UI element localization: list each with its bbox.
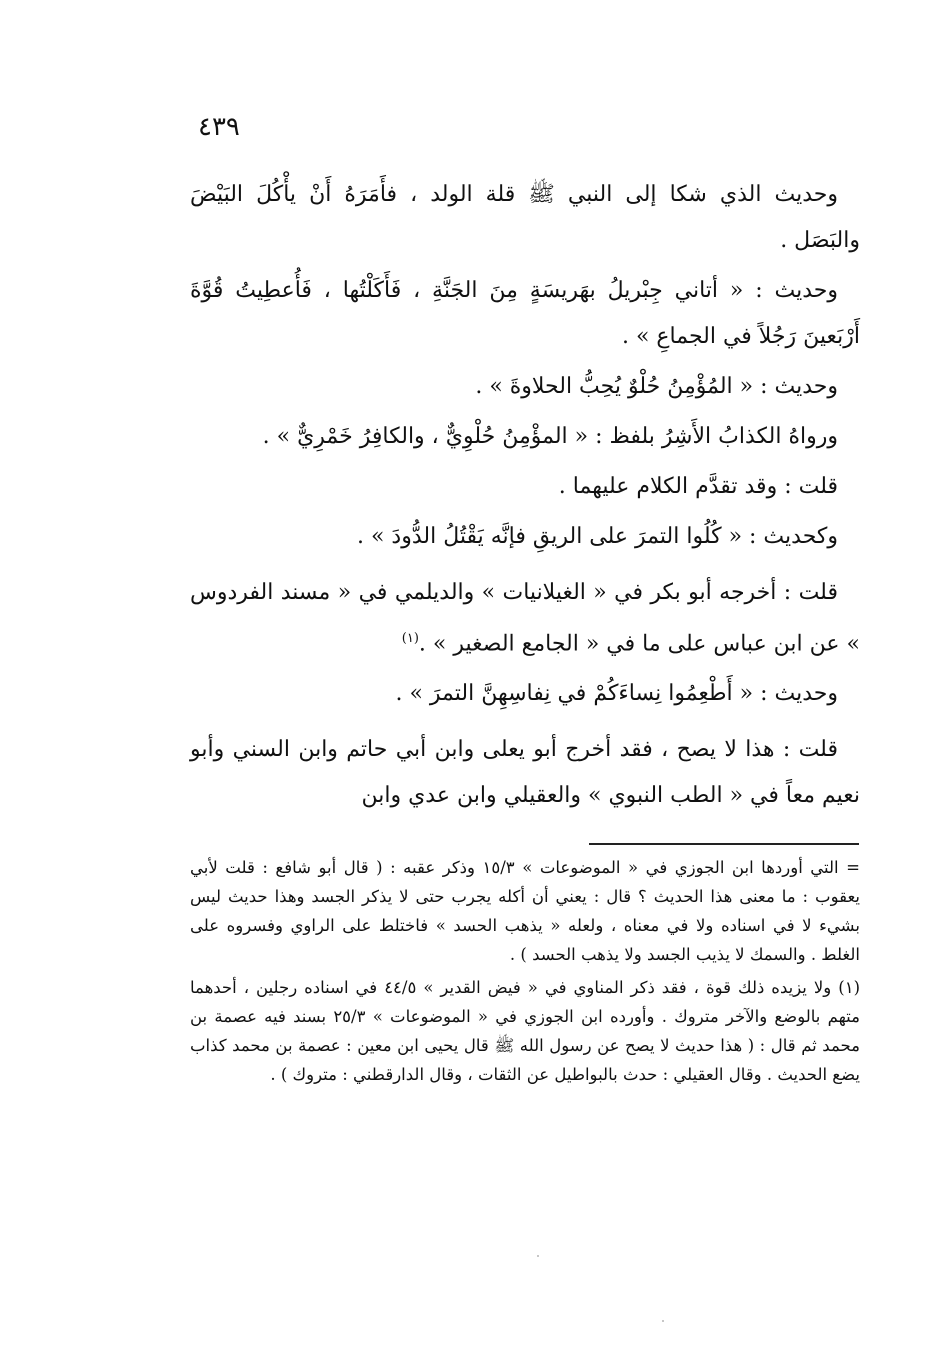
paragraph-takhrij-ghilaniyyat: [190, 570, 860, 667]
footnote-continuation: = التي أوردها ابن الجوزي في « الموضوعات » ١٥/٣ وذكر عقبه : ( قال أبو شافع : قلت لأبي يعقوب : ما معنى هذا الحديث ؟ قال : يعني أن أكله يجرب حتى لا يذكر الجسد وهذا حديث ليس بشيء لا في اسناده ولا في معناه ، ولعله « يذهب الحسد » فاختلط على الراوي وفسروه على الغلط . والسمك لا يذيب الجسد ولا يذهب الحسد ) .: [190, 858, 860, 964]
paragraph-hadith-believer-sweet: وحديث : « المُؤْمِنُ حُلْوٌ يُحِبُّ الحلاوةَ » .: [475, 374, 838, 399]
page-number: ٤٣٩: [198, 112, 240, 142]
footnote-1: (١) ولا يزيده ذلك قوة ، فقد ذكر المناوي في « فيض القدير » ٤٤/٥ في اسناده رجلين ، أحدهما متهم بالوضع والآخر متروك . وأورده ابن الجوزي في « الموضوعات » ٢٥/٣ بسند فيه عصمة بن محمد ثم قال : ( هذا حديث لا يصح عن رسول الله ﷺ قال يحيى ابن معين : عصمة بن محمد كذاب يضع الحديث . وقال العقيلي : حدث بالبواطيل عن الثقات ، وقال الدارقطني : متروك ) .: [190, 978, 860, 1084]
footnote-divider: [589, 843, 859, 845]
paragraph-liar-narration: ورواهُ الكذابُ الأَشِرُ بلفظ : « المؤْمِنُ حُلْوِيٌّ ، والكافِرُ خَمْرِيٌّ » .: [262, 424, 838, 449]
scan-speck: [537, 1255, 539, 1257]
paragraph-note-discussed: قلت : وقد تقدَّم الكلام عليهما .: [558, 474, 838, 499]
main-text: [190, 172, 860, 823]
paragraph-text: قلت : أخرجه أبو بكر في « الغيلانيات » والديلمي في « مسند الفردوس » عن ابن عباس على ما في « الجامع الصغير » .: [190, 580, 860, 657]
footnote-marker: (١): [401, 631, 419, 646]
paragraph-hadith-feed-women: وحديث : « أَطْعِمُوا نِساءَكُمْ في نِفاسِهِنَّ التمرَ » .: [395, 681, 838, 707]
footnotes: [190, 853, 860, 1093]
paragraph-hadith-harisa: وحديث : « أتاني جِبْريلُ بهَريسَةٍ مِنَ الجَنَّةِ ، فَأَكَلْتُها ، فَأُعطِيتُ قُوَّةَ أَرْبَعينَ رَجُلاً في الجماعِ » .: [190, 278, 860, 349]
scan-speck: [662, 1320, 664, 1322]
paragraph-not-authentic: قلت : هذا لا يصح ، فقد أخرج أبو يعلى وابن أبي حاتم وابن السني وأبو نعيم معاً في « الطب النبوي » والعقيلي وابن عدي وابن: [190, 737, 860, 809]
paragraph-hadith-eggs-onions: وحديث الذي شكا إلى النبي ﷺ قلة الولد ، فأَمَرَهُ أَنْ يأْكُلَ البَيْضَ والبَصَل .: [190, 182, 860, 253]
paragraph-hadith-dates-morning: وكحديث : « كُلُوا التمرَ على الريقِ فإنَّه يَقْتُلُ الدُّودَ » .: [356, 524, 838, 549]
